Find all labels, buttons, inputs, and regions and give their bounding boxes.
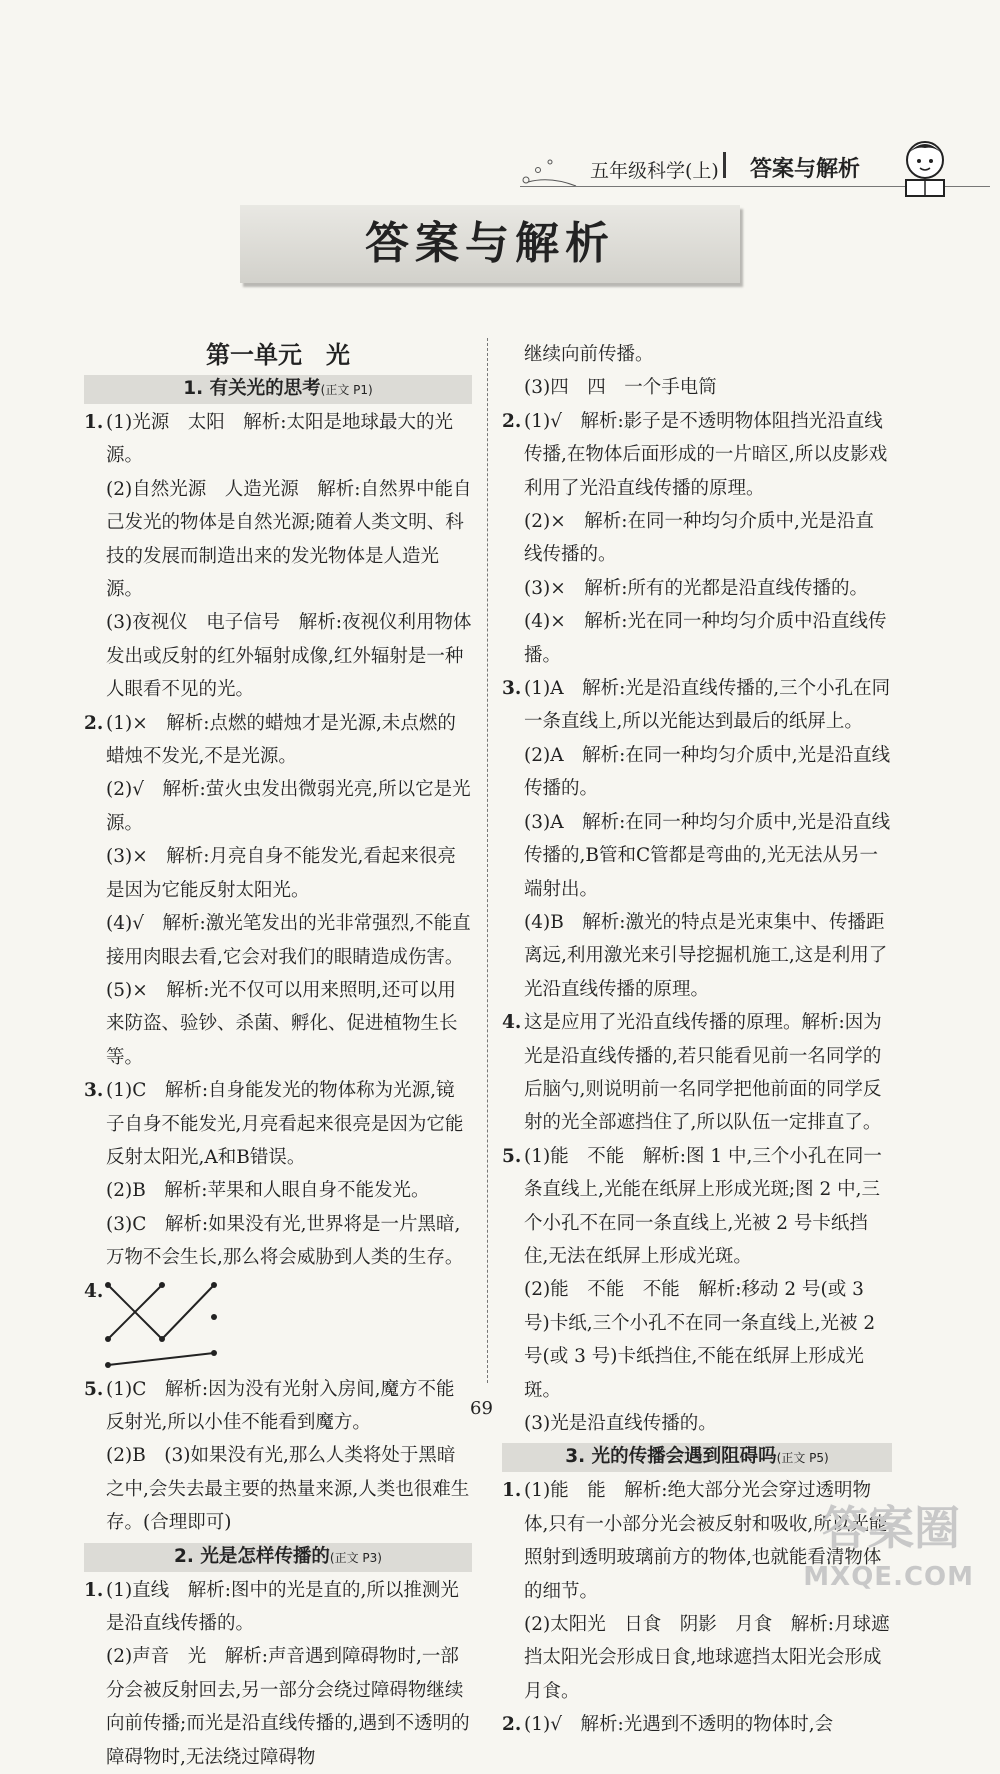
- answer-item: [84, 1574, 472, 1641]
- answer-text: (2)声音 光 解析:声音遇到障碍物时,一部分会被反射回去,另一部分会绕过障碍物继续向前传播;而光是沿直线传播的,遇到不透明的障碍物时,无法绕过障碍物: [106, 1646, 470, 1768]
- answer-text: (2)太阳光 日食 阴影 月食 解析:月球遮挡太阳光会形成日食,地球遮挡太阳光会形成月食。: [524, 1614, 890, 1702]
- matching-diagram: [84, 1275, 472, 1373]
- answer-item: [84, 1074, 472, 1174]
- answer-text: (1)√ 解析:影子是不透明物体阻挡光沿直线传播,在物体后面形成的一片暗区,所以皮影戏利用了光沿直线传播的原理。: [524, 410, 888, 499]
- answer-text: 继续向前传播。: [524, 344, 654, 365]
- answer-item: [84, 974, 472, 1074]
- matching-lines-figure: [104, 1277, 224, 1369]
- answer-item: [502, 806, 892, 906]
- section-heading: [84, 1543, 472, 1572]
- answer-item: [502, 338, 892, 371]
- item-number: 1.: [84, 1579, 104, 1601]
- answer-item: [502, 572, 892, 605]
- answer-text: (1)直线 解析:图中的光是直的,所以推测光是沿直线传播的。: [106, 1579, 459, 1634]
- item-number: 2.: [502, 1714, 522, 1736]
- answer-item: [84, 1373, 472, 1440]
- answer-item: [84, 1208, 472, 1275]
- section-heading: [502, 1443, 892, 1472]
- header-separator: [723, 152, 726, 178]
- watermark-logo: 答案圈: [822, 1501, 960, 1555]
- answer-item: [502, 1407, 892, 1440]
- answer-text: (1)光源 太阳 解析:太阳是地球最大的光源。: [106, 412, 453, 467]
- item-number: 3.: [502, 678, 522, 700]
- answer-text: (4)× 解析:光在同一种均匀介质中沿直线传播。: [524, 611, 887, 666]
- answer-text: (3)光是沿直线传播的。: [524, 1413, 717, 1434]
- answer-item: [84, 773, 472, 840]
- section-title: 2. 光是怎样传播的: [174, 1545, 330, 1567]
- section-heading: [84, 375, 472, 404]
- answer-text: (1)× 解析:点燃的蜡烛才是光源,未点燃的蜡烛不发光,不是光源。: [106, 712, 456, 768]
- page-title: 答案与解析: [365, 218, 615, 269]
- section-source: (正文 P5): [776, 1451, 829, 1466]
- answer-item: [502, 605, 892, 672]
- item-number: 4.: [502, 1012, 522, 1034]
- column-divider: [487, 338, 488, 1383]
- answer-text: (2)B (3)如果没有光,那么人类将处于黑暗之中,会失去最主要的热量来源,人类也很难生存。(合理即可): [106, 1445, 470, 1534]
- answer-item: [84, 473, 472, 607]
- left-column: [84, 338, 472, 1774]
- answer-text: (1)A 解析:光是沿直线传播的,三个小孔在同一条直线上,所以光能达到最后的纸屏上。: [524, 678, 891, 733]
- answer-text: (3)夜视仪 电子信号 解析:夜视仪利用物体发出或反射的红外辐射成像,红外辐射是一种人眼看不见的光。: [106, 612, 472, 701]
- answer-text: (1)能 能 解析:绝大部分光会穿过透明物体,只有一小部分光会被反射和吸收,所以光能照射到透明玻璃前方的物体,也就能看清物体的细节。: [524, 1480, 888, 1602]
- answer-item: [502, 1006, 892, 1140]
- mascot-reading-icon: [892, 132, 958, 202]
- answer-item: [84, 1439, 472, 1539]
- section-source: (正文 P3): [329, 1550, 382, 1565]
- section-title: 3. 光的传播会遇到阻碍吗: [565, 1446, 777, 1468]
- watermark-url: MXQE.COM: [803, 1562, 974, 1592]
- answer-text: (2)能 不能 不能 解析:移动 2 号(或 3 号)卡纸,三个小孔不在同一条直线上,光被 2 号(或 3 号)卡纸挡住,不能在纸屏上形成光斑。: [524, 1279, 876, 1401]
- answer-text: (2)B 解析:苹果和人眼自身不能发光。: [106, 1180, 430, 1202]
- item-number: 1.: [502, 1480, 522, 1502]
- item-number: 2.: [502, 410, 522, 432]
- answer-text: (2)√ 解析:萤火虫发出微弱光亮,所以它是光源。: [106, 779, 471, 834]
- answer-text: (1)C 解析:因为没有光射入房间,魔方不能反射光,所以小佳不能看到魔方。: [106, 1378, 455, 1433]
- answer-item: [84, 1640, 472, 1774]
- item-number: 5.: [84, 1378, 104, 1400]
- answer-text: (4)√ 解析:激光笔发出的光非常强烈,不能直接用肉眼去看,它会对我们的眼睛造成伤害。: [106, 913, 471, 968]
- answer-item: [502, 1608, 892, 1708]
- answer-item: [502, 1708, 892, 1741]
- answer-item: [84, 707, 472, 774]
- answer-text: (5)× 解析:光不仅可以用来照明,还可以用来防盗、验钞、杀菌、孵化、促进植物生长等。: [106, 979, 458, 1068]
- title-banner: [240, 205, 740, 283]
- answer-item: [502, 906, 892, 1006]
- section-tag: 答案与解析: [750, 157, 861, 182]
- answer-item: [84, 840, 472, 907]
- answer-item: [84, 1174, 472, 1207]
- item-number: 1.: [84, 412, 104, 433]
- answer-text: (1)C 解析:自身能发光的物体称为光源,镜子自身不能发光,月亮看起来很亮是因为它能反射太阳光,A和B错误。: [106, 1080, 464, 1168]
- item-number: 4.: [84, 1280, 104, 1302]
- answer-item: [502, 405, 892, 505]
- answer-text: (2)自然光源 人造光源 解析:自然界中能自己发光的物体是自然光源;随着人类文明、科技的发展而制造出来的发光物体是人造光源。: [106, 478, 472, 601]
- answer-text: (3)四 四 一个手电筒: [524, 377, 717, 399]
- answer-text: (1)√ 解析:光遇到不透明的物体时,会: [524, 1714, 834, 1736]
- page-number: 69: [470, 1398, 493, 1419]
- section-source: (正文 P1): [320, 383, 373, 397]
- running-header: [520, 148, 990, 198]
- answer-item: [502, 505, 892, 572]
- answer-text: (3)× 解析:所有的光都是沿直线传播的。: [524, 577, 868, 599]
- answer-item: [502, 1140, 892, 1274]
- answer-item: [502, 672, 892, 739]
- unit-title: 第一单元 光: [206, 341, 350, 369]
- answer-item: [84, 606, 472, 706]
- answer-item: [502, 371, 892, 404]
- answer-item: [502, 739, 892, 806]
- answer-text: (4)B 解析:激光的特点是光束集中、传播距离远,利用激光来引导挖掘机施工,这是利用了光沿直线传播的原理。: [524, 911, 888, 1000]
- answer-text: (2)× 解析:在同一种均匀介质中,光是沿直线传播的。: [524, 511, 874, 566]
- answer-text: (3)× 解析:月亮自身不能发光,看起来很亮是因为它能反射太阳光。: [106, 846, 456, 901]
- answer-item: [84, 406, 472, 473]
- answer-text: (2)A 解析:在同一种均匀介质中,光是沿直线传播的。: [524, 744, 891, 800]
- item-number: 5.: [502, 1145, 522, 1167]
- answer-text: (3)A 解析:在同一种均匀介质中,光是沿直线传播的,B管和C管都是弯曲的,光无法从另一端射出。: [524, 811, 891, 900]
- answer-text: (1)能 不能 解析:图 1 中,三个小孔在同一条直线上,光能在纸屏上形成光斑;图 2 中,三个小孔不在同一条直线上,光被 2 号卡纸挡住,无法在纸屏上形成光斑。: [524, 1145, 882, 1267]
- answer-text: (3)C 解析:如果没有光,世界将是一片黑暗,万物不会生长,那么将会威胁到人类的生存。: [106, 1213, 464, 1269]
- answer-item: [84, 907, 472, 974]
- section-title: 1. 有关光的思考: [183, 378, 321, 399]
- item-number: 3.: [84, 1080, 104, 1102]
- item-number: 2.: [84, 712, 104, 734]
- answer-text: 这是应用了光沿直线传播的原理。解析:因为光是沿直线传播的,若只能看见前一名同学的后脑勺,则说明前一名同学把他前面的同学反射的光全部遮挡住了,所以队伍一定排直了。: [524, 1012, 882, 1134]
- answer-item: [502, 1273, 892, 1407]
- course-name: 五年级科学(上): [590, 160, 719, 182]
